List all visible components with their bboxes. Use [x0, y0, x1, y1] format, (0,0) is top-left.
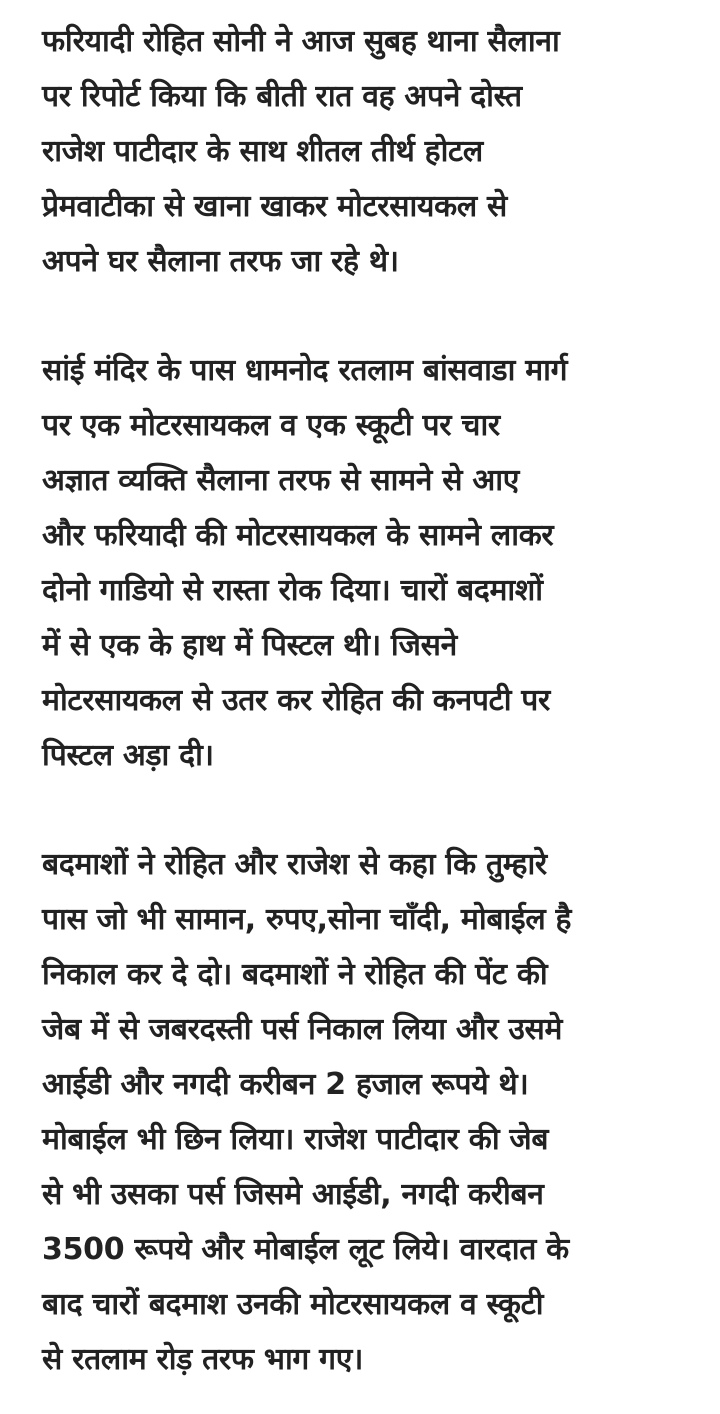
text-line: आईडी और नगदी करीबन 2 हजाल रूपये थे।: [42, 1067, 529, 1102]
text-line: फरियादी रोहित सोनी ने आज सुबह थाना सैलाना: [42, 24, 560, 59]
text-line: बाद चारों बदमाश उनकी मोटरसायकल व स्कूटी: [42, 1287, 544, 1322]
text-line: और फरियादी की मोटरसायकल के सामने लाकर: [42, 518, 554, 553]
text-line: में से एक के हाथ में पिस्टल थी। जिसने: [42, 628, 457, 663]
paragraph-robbery: [42, 837, 684, 1387]
text-line: अज्ञात व्यक्ति सैलाना तरफ से सामने से आए: [42, 463, 520, 498]
text-line: अपने घर सैलाना तरफ जा रहे थे।: [42, 244, 399, 279]
text-line: मोटरसायकल से उतर कर रोहित की कनपटी पर: [42, 683, 551, 718]
text-line: पिस्टल अड़ा दी।: [42, 738, 214, 773]
text-line: पास जो भी सामान, रुपए,सोना चाँदी, मोबाईल है: [42, 902, 572, 937]
text-line: राजेश पाटीदार के साथ शीतल तीर्थ होटल: [42, 134, 483, 169]
text-line: पर एक मोटरसायकल व एक स्कूटी पर चार: [42, 408, 500, 443]
text-line: बदमाशों ने रोहित और राजेश से कहा कि तुम्हारे: [42, 847, 547, 882]
text-line: प्रेमवाटीका से खाना खाकर मोटरसायकल से: [42, 189, 508, 224]
text-line: दोनो गाडियो से रास्ता रोक दिया। चारों बदमाशों: [42, 573, 543, 608]
text-line: निकाल कर दे दो। बदमाशों ने रोहित की पेंट की: [42, 957, 548, 992]
text-line: सांई मंदिर के पास धामनोद रतलाम बांसवाडा मार्ग: [42, 353, 568, 388]
text-line: से रतलाम रोड़ तरफ भाग गए।: [42, 1342, 364, 1377]
paragraph-incident: [42, 343, 684, 783]
text-line: 3500 रूपये और मोबाईल लूट लिये। वारदात के: [42, 1232, 569, 1267]
paragraph-complaint: [42, 14, 684, 289]
text-line: जेब में से जबरदस्ती पर्स निकाल लिया और उसमे: [42, 1012, 563, 1047]
text-line: मोबाईल भी छिन लिया। राजेश पाटीदार की जेब: [42, 1122, 549, 1157]
text-line: से भी उसका पर्स जिसमे आईडी, नगदी करीबन: [42, 1177, 544, 1212]
text-line: पर रिपोर्ट किया कि बीती रात वह अपने दोस्त: [42, 79, 522, 114]
